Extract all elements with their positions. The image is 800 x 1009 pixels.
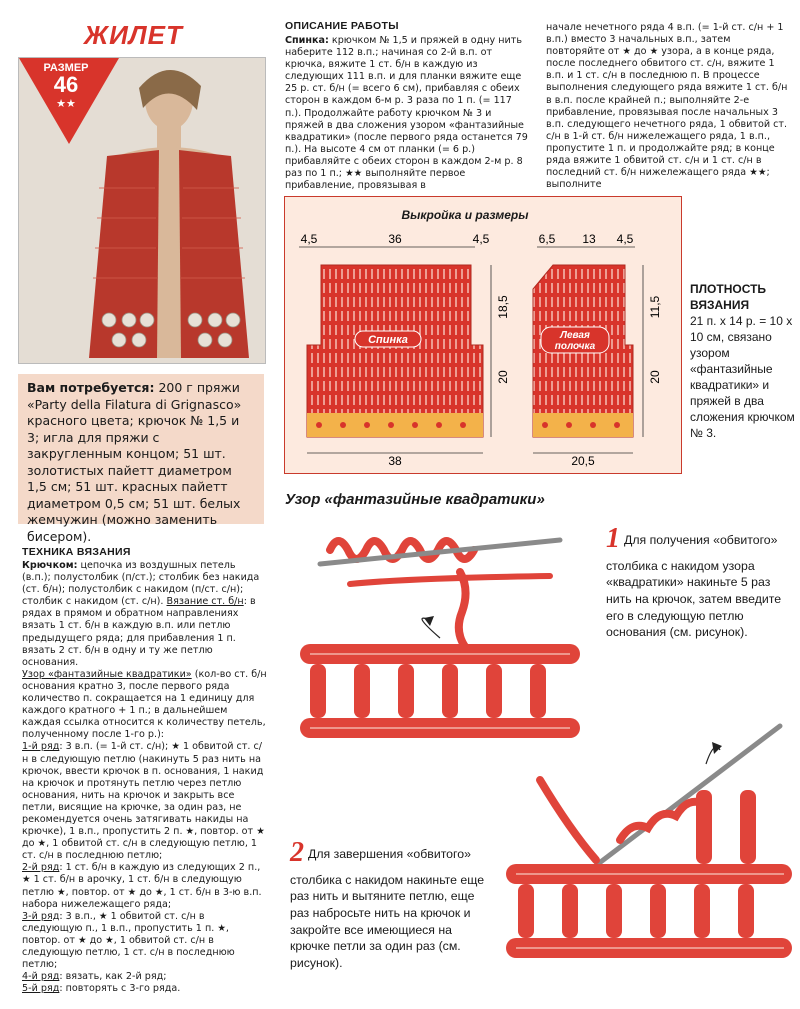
row3-label: 3-й ряд	[22, 910, 60, 922]
step-2-text: Для завершения «обвитого» столбика с накидом накиньте еще раз нить и вытяните петлю, еще раз набросьте нить на крючок и закройте все имеющиеся на крючке петли за один раз (см. рисунок).	[290, 847, 485, 970]
technique-pattern-text: (кол-во ст. б/н основания кратно 3, после первого ряда количество п. сокращается на 1 единицу для каждого кратного + 1 п.; в дальнейшем каждая ссылка относится к количеству петель, полученному после 1-го р.):	[22, 668, 267, 741]
step-1	[606, 520, 796, 641]
schematic-svg	[285, 197, 681, 473]
row1-text: : 3 в.п. (= 1-й ст. с/н); ★ 1 обвитой ст. с/н в следующую петлю (накинуть 5 раз нить на крючок, ввести крючок в п. основания, 1 накид на крючок и протянуть петлю через петлю основания, нить на крючок и закрыть все петли, висящие на крючке, за один раз, не рекомендуется очень затягивать накиды на крючке), 1 в.п., пропустить 2 п. ★, повтор. от ★ до ★, 1 обвитой ст. с/н в следующую петлю, 1 ст. с/н в последнюю петлю;	[22, 741, 265, 862]
technique-heading: ТЕХНИКА ВЯЗАНИЯ	[22, 546, 131, 558]
back-height-lower: 20	[496, 370, 510, 384]
gauge-heading-2: ВЯЗАНИЯ	[690, 297, 750, 312]
row2-label: 2-й ряд	[22, 862, 60, 874]
technique-lead: Крючком:	[22, 560, 78, 571]
technique-pattern-label: Узор «фантазийные квадратики»	[22, 668, 192, 680]
row4-text: : вязать, как 2-й ряд;	[59, 971, 167, 983]
description-continued: начале нечетного ряда 4 в.п. (= 1-й ст. с/н + 1 в.п.) вместо 3 начальных в.п., затем повторяйте от ★ до ★ узора, а в конце ряда, после последнего обвитого ст. с/н, вяжите 1 в.п. и 1 ст. с/н в последнюю п. В процессе выполнения следующего ряда вяжите 1 ст. б/н в в.п. после крайней п.; выполняйте 2-е прибавление, провязывая после начальных 3 в.п. следующего нечетного ряда, 1 обвитой ст. с/н в 1-й ст. б/н нижележащего ряда, 1 в.п., пропустите 1 п. и продолжайте ряд; в конце ряда вяжите 1 обвитой ст. с/н и 1 ст. с/н в последний ст. б/н нижележащего ряда ★★; выполните	[546, 22, 788, 191]
size-badge-stars: ★★	[56, 97, 76, 110]
back-top-mid: 36	[388, 232, 402, 246]
front-top-mid: 13	[582, 232, 596, 246]
front-height-upper: 11,5	[648, 295, 662, 319]
back-top-left: 4,5	[300, 232, 318, 246]
technique-intro: цепочка из воздушных петель (в.п.); полустолбик (п/ст.); столбик без накида (ст. б/н); полустолбик с накидом (п/ст. с/н); столбик с накидом (ст. с/н).	[22, 560, 260, 608]
row5-text: : повторять с 3-го ряда.	[59, 983, 181, 995]
step-1-number: 1	[606, 523, 620, 554]
row4-label: 4-й ряд	[22, 971, 60, 983]
description-heading: ОПИСАНИЕ РАБОТЫ	[285, 20, 399, 32]
row2-text: : 1 ст. б/н в каждую из следующих 2 п., ★ 1 ст. б/н в арочку, 1 ст. б/н в следующую петлю ★, повтор. от ★ до ★, 1 ст. б/н в 3-ю в.п. набора нижележащего ряда;	[22, 862, 262, 910]
back-width-bottom: 38	[388, 454, 402, 468]
row3-text: : 3 в.п., ★ 1 обвитой ст. с/н в следующую п., 1 в.п., пропустить 1 п. ★, повтор. от ★ до ★, 1 обвитой ст. с/н в следующую петлю, 1 ст. с/н в последнюю петлю;	[22, 910, 235, 971]
front-piece	[533, 247, 643, 453]
row1-label: 1-й ряд	[22, 741, 60, 753]
front-label-1: Левая	[560, 330, 590, 341]
stitch-rows-2	[506, 790, 792, 958]
gauge-heading-1: ПЛОТНОСТЬ	[690, 282, 767, 296]
step-2-number: 2	[290, 837, 304, 868]
schematic-title: Выкройка и размеры	[401, 208, 529, 222]
back-top-right: 4,5	[472, 232, 490, 246]
front-label-2: полочка	[554, 341, 596, 352]
schematic-diagram	[284, 196, 682, 474]
front-width-bottom: 20,5	[571, 454, 595, 468]
gauge-note	[690, 282, 796, 442]
row5-label: 5-й ряд	[22, 983, 60, 995]
front-top-left: 6,5	[538, 232, 556, 246]
step-2	[290, 834, 488, 971]
materials-lead: Вам потребуется:	[27, 380, 155, 395]
front-top-right: 4,5	[616, 232, 634, 246]
description-text	[285, 35, 530, 192]
description-body: крючком № 1,5 и пряжей в одну нить наберите 112 в.п.; начиная со 2-й в.п. от крючка, вяжите 1 ст. б/н в каждую из следующих 111 в.п. и для планки вяжите еще 25 р. ст. б/н (= всего 6 см), прибавляя с обеих сторон в каждом 6-м р. 3 раза по 1 п. (= 117 п.). Продолжайте работу крючком № 3 и пряжей в два сложения узором «фантазийные квадратики» (после первого ряда останется 79 п.). На высоте 4 см от планки (= 6 р.) прибавляйте с обеих сторон в каждом 2-м р. 8 раз по 1 п.; ★★ выполняйте первое прибавление, провязывая в	[285, 35, 528, 192]
technique-vaz-text: : в рядах в прямом и обратном направлениях вязать 1 ст. б/н в каждую в.п. или петлю предыдущего ряда; для прибавления 1 п. вязать 2 ст. б/н в одну и ту же петлю основания.	[22, 596, 256, 668]
gauge-text: 21 п. х 14 р. = 10 х 10 см, связано узором «фантазийные квадратики» и пряжей в два сложения крючком № 3.	[690, 313, 795, 440]
pattern-heading: Узор «фантазийные квадратики»	[285, 491, 545, 508]
page-title: ЖИЛЕТ	[84, 20, 183, 50]
stitch-illustration-2	[500, 720, 796, 1006]
front-height-lower: 20	[648, 370, 662, 384]
materials-text: 200 г пряжи «Party della Filatura di Grignasco» красного цвета; крючок № 1,5 и 3; игла для пряжи с закругленным концом; 51 шт. золотистых пайетт диаметром 1,5 см; 51 шт. красных пайетт диаметром 0,5 см; 51 шт. белых жемчужин (можно заменить бисером).	[27, 380, 242, 544]
materials-panel	[18, 374, 264, 544]
description-lead: Спинка:	[285, 35, 329, 46]
technique-vaz-label: Вязание ст. б/н	[166, 596, 244, 608]
back-height-upper: 18,5	[496, 295, 510, 319]
technique-text	[22, 560, 267, 995]
step-1-text: Для получения «обвитого» столбика с накидом узора «квадратики» накиньте 5 раз нить на крючок, затем введите его в следующую петлю основания (см. рисунок).	[606, 533, 782, 640]
size-badge-label: РАЗМЕР	[43, 62, 89, 74]
back-label: Спинка	[368, 334, 408, 346]
back-piece	[299, 247, 491, 453]
size-badge-value: 46	[53, 72, 79, 97]
